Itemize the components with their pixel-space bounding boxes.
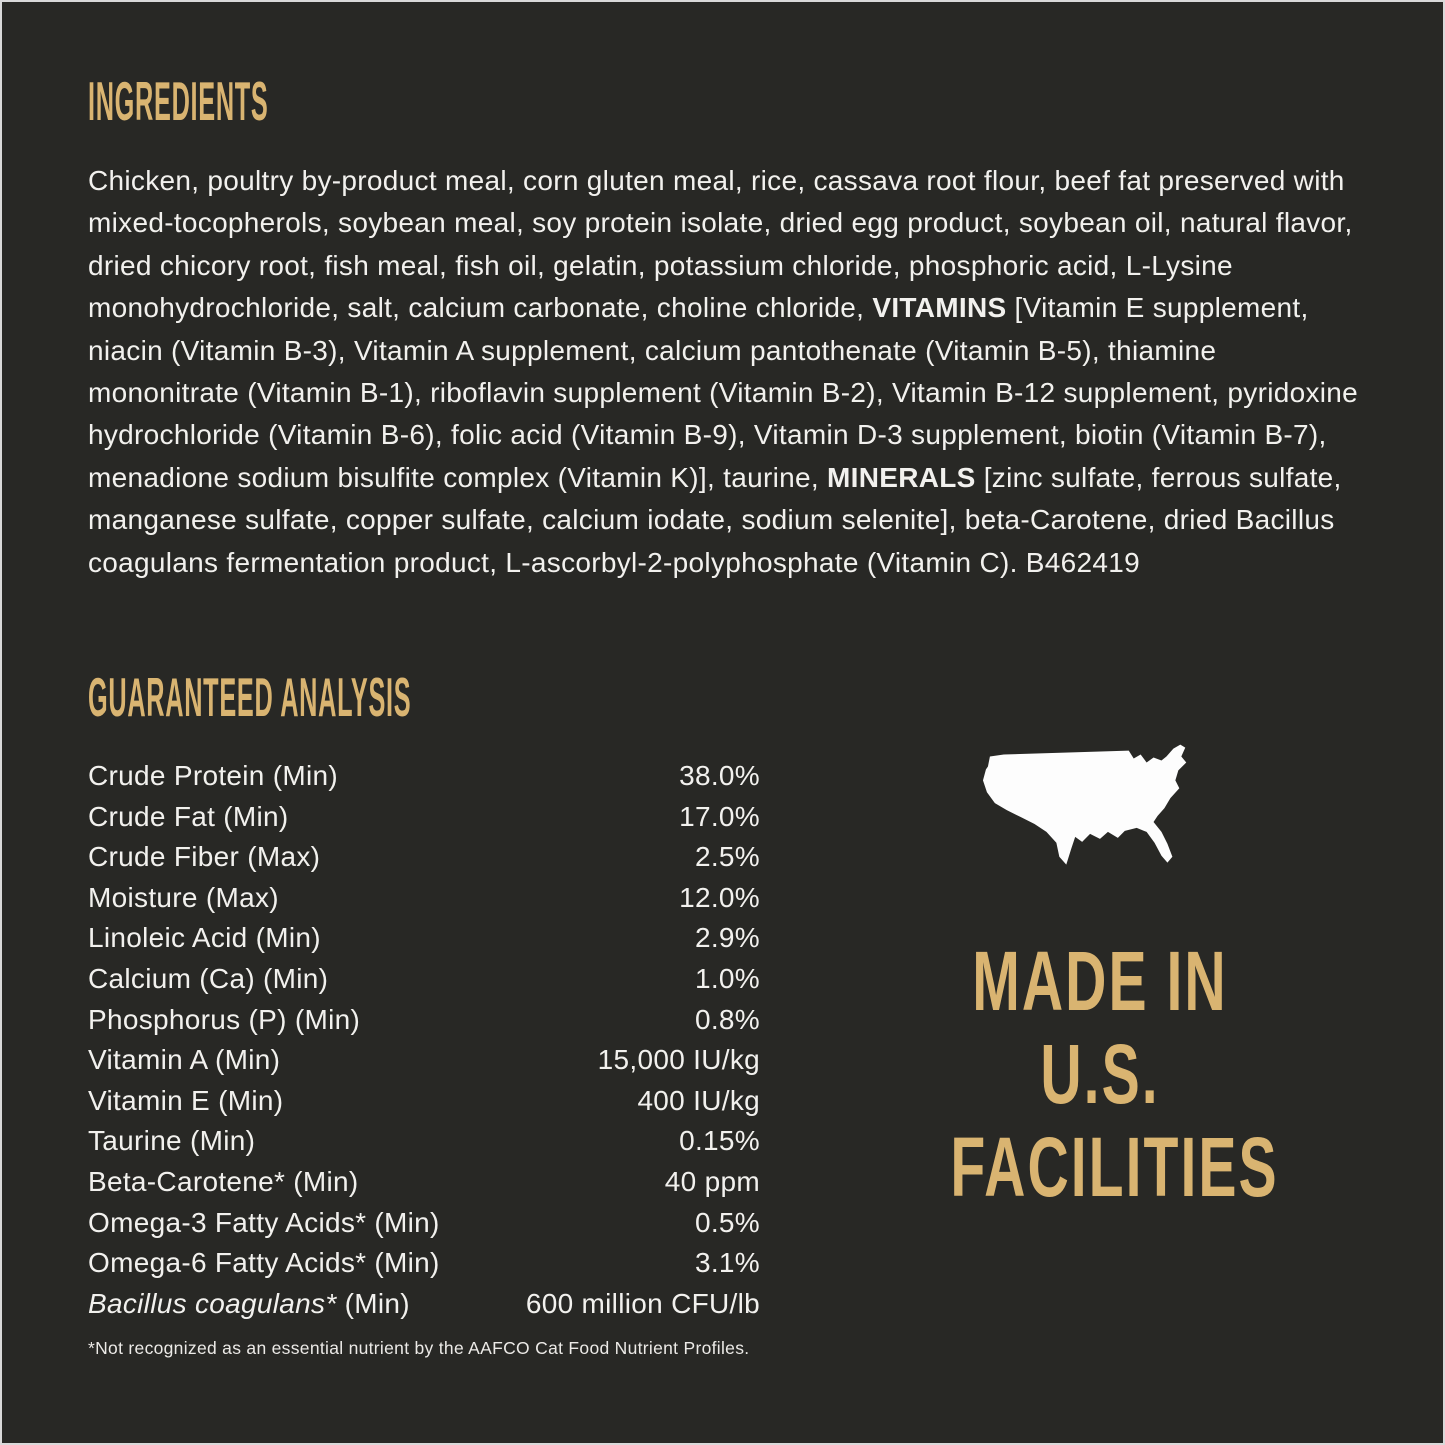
analysis-row (88, 1284, 760, 1325)
analysis-row (88, 837, 760, 878)
analysis-row (88, 918, 760, 959)
analysis-row (88, 1040, 760, 1081)
analysis-row-label: Linoleic Acid (Min) (88, 922, 321, 954)
ingredients-text: Chicken, poultry by-product meal, corn gluten meal, rice, cassava root flour, beef fat preserved with mixed-tocopherols, soybean meal, soy protein isolate, dried egg product, soybean oil, natural flavor, dried chicory root, fish meal, fish oil, gelatin, potassium chloride, phosphoric acid, L-Lysine monohydrochloride, salt, calcium carbonate, choline chloride, VITAMINS [Vitamin E supplement, niacin (Vitamin B-3), Vitamin A supplement, calcium pantothenate (Vitamin B-5), thiamine mononitrate (Vitamin B-1), riboflavin supplement (Vitamin B-2), Vitamin B-12 supplement, pyridoxine hydrochloride (Vitamin B-6), folic acid (Vitamin B-9), Vitamin D-3 supplement, biotin (Vitamin B-7), menadione sodium bisulfite complex (Vitamin K)], taurine, MINERALS [zinc sulfate, ferrous sulfate, manganese sulfate, copper sulfate, calcium iodate, sodium selenite], beta-Carotene, dried Bacillus coagulans fermentation product, L-ascorbyl-2-polyphosphate (Vitamin C). B462419 (88, 165, 1359, 578)
made-in-line-1: MADE IN (972, 934, 1228, 1028)
made-in-line-3: FACILITIES (950, 1120, 1279, 1214)
analysis-row-value: 2.5% (694, 841, 760, 873)
analysis-row-label: Beta-Carotene* (Min) (88, 1165, 359, 1197)
analysis-row-value: 40 ppm (664, 1165, 760, 1197)
analysis-row-value: 600 million CFU/lb (525, 1287, 760, 1319)
analysis-row-label: Omega-6 Fatty Acids* (Min) (88, 1247, 440, 1279)
analysis-row (88, 756, 760, 797)
aafco-footnote: *Not recognized as an essential nutrient by the AAFCO Cat Food Nutrient Profiles. (88, 1338, 750, 1358)
analysis-row (88, 1081, 760, 1122)
analysis-table (88, 756, 760, 1324)
analysis-row (88, 1121, 760, 1162)
analysis-row-value: 15,000 IU/kg (597, 1044, 760, 1076)
analysis-row-value: 2.9% (694, 922, 760, 954)
analysis-row-label: Moisture (Max) (88, 881, 279, 913)
analysis-row-value: 38.0% (679, 760, 760, 791)
made-in-line-2: U.S. (1040, 1027, 1160, 1121)
analysis-row (88, 1243, 760, 1284)
analysis-row-label: Crude Fiber (Max) (88, 841, 321, 873)
analysis-row-value: 0.5% (694, 1206, 760, 1238)
analysis-row-label: Bacillus coagulans* (Min) (88, 1287, 410, 1319)
analysis-row (88, 1000, 760, 1041)
analysis-row-label: Vitamin E (Min) (88, 1084, 284, 1116)
analysis-row-value: 0.8% (694, 1003, 760, 1035)
analysis-row-value: 3.1% (694, 1247, 760, 1279)
analysis-row-label: Phosphorus (P) (Min) (88, 1003, 361, 1035)
analysis-row-value: 0.15% (679, 1125, 760, 1157)
made-in-us-facilities (950, 934, 1279, 1214)
analysis-row (88, 797, 760, 838)
analysis-row-label: Crude Fat (Min) (88, 800, 289, 832)
analysis-row-value: 1.0% (694, 962, 760, 994)
analysis-row-value: 400 IU/kg (637, 1084, 760, 1116)
analysis-row-label: Vitamin A (Min) (88, 1044, 281, 1076)
analysis-row (88, 959, 760, 1000)
analysis-row-label: Calcium (Ca) (Min) (88, 962, 329, 994)
analysis-row-value: 12.0% (679, 881, 760, 913)
analysis-row (88, 878, 760, 919)
analysis-row (88, 1203, 760, 1244)
analysis-row-label: Omega-3 Fatty Acids* (Min) (88, 1206, 440, 1238)
analysis-row-label: Crude Protein (Min) (88, 760, 339, 791)
ingredients-title: INGREDIENTS (88, 70, 269, 132)
guaranteed-analysis-title: GUARANTEED ANALYSIS (88, 666, 412, 728)
usa-map-icon (980, 744, 1218, 896)
analysis-row (88, 1162, 760, 1203)
analysis-row-value: 17.0% (679, 800, 760, 832)
analysis-row-label: Taurine (Min) (88, 1125, 256, 1157)
